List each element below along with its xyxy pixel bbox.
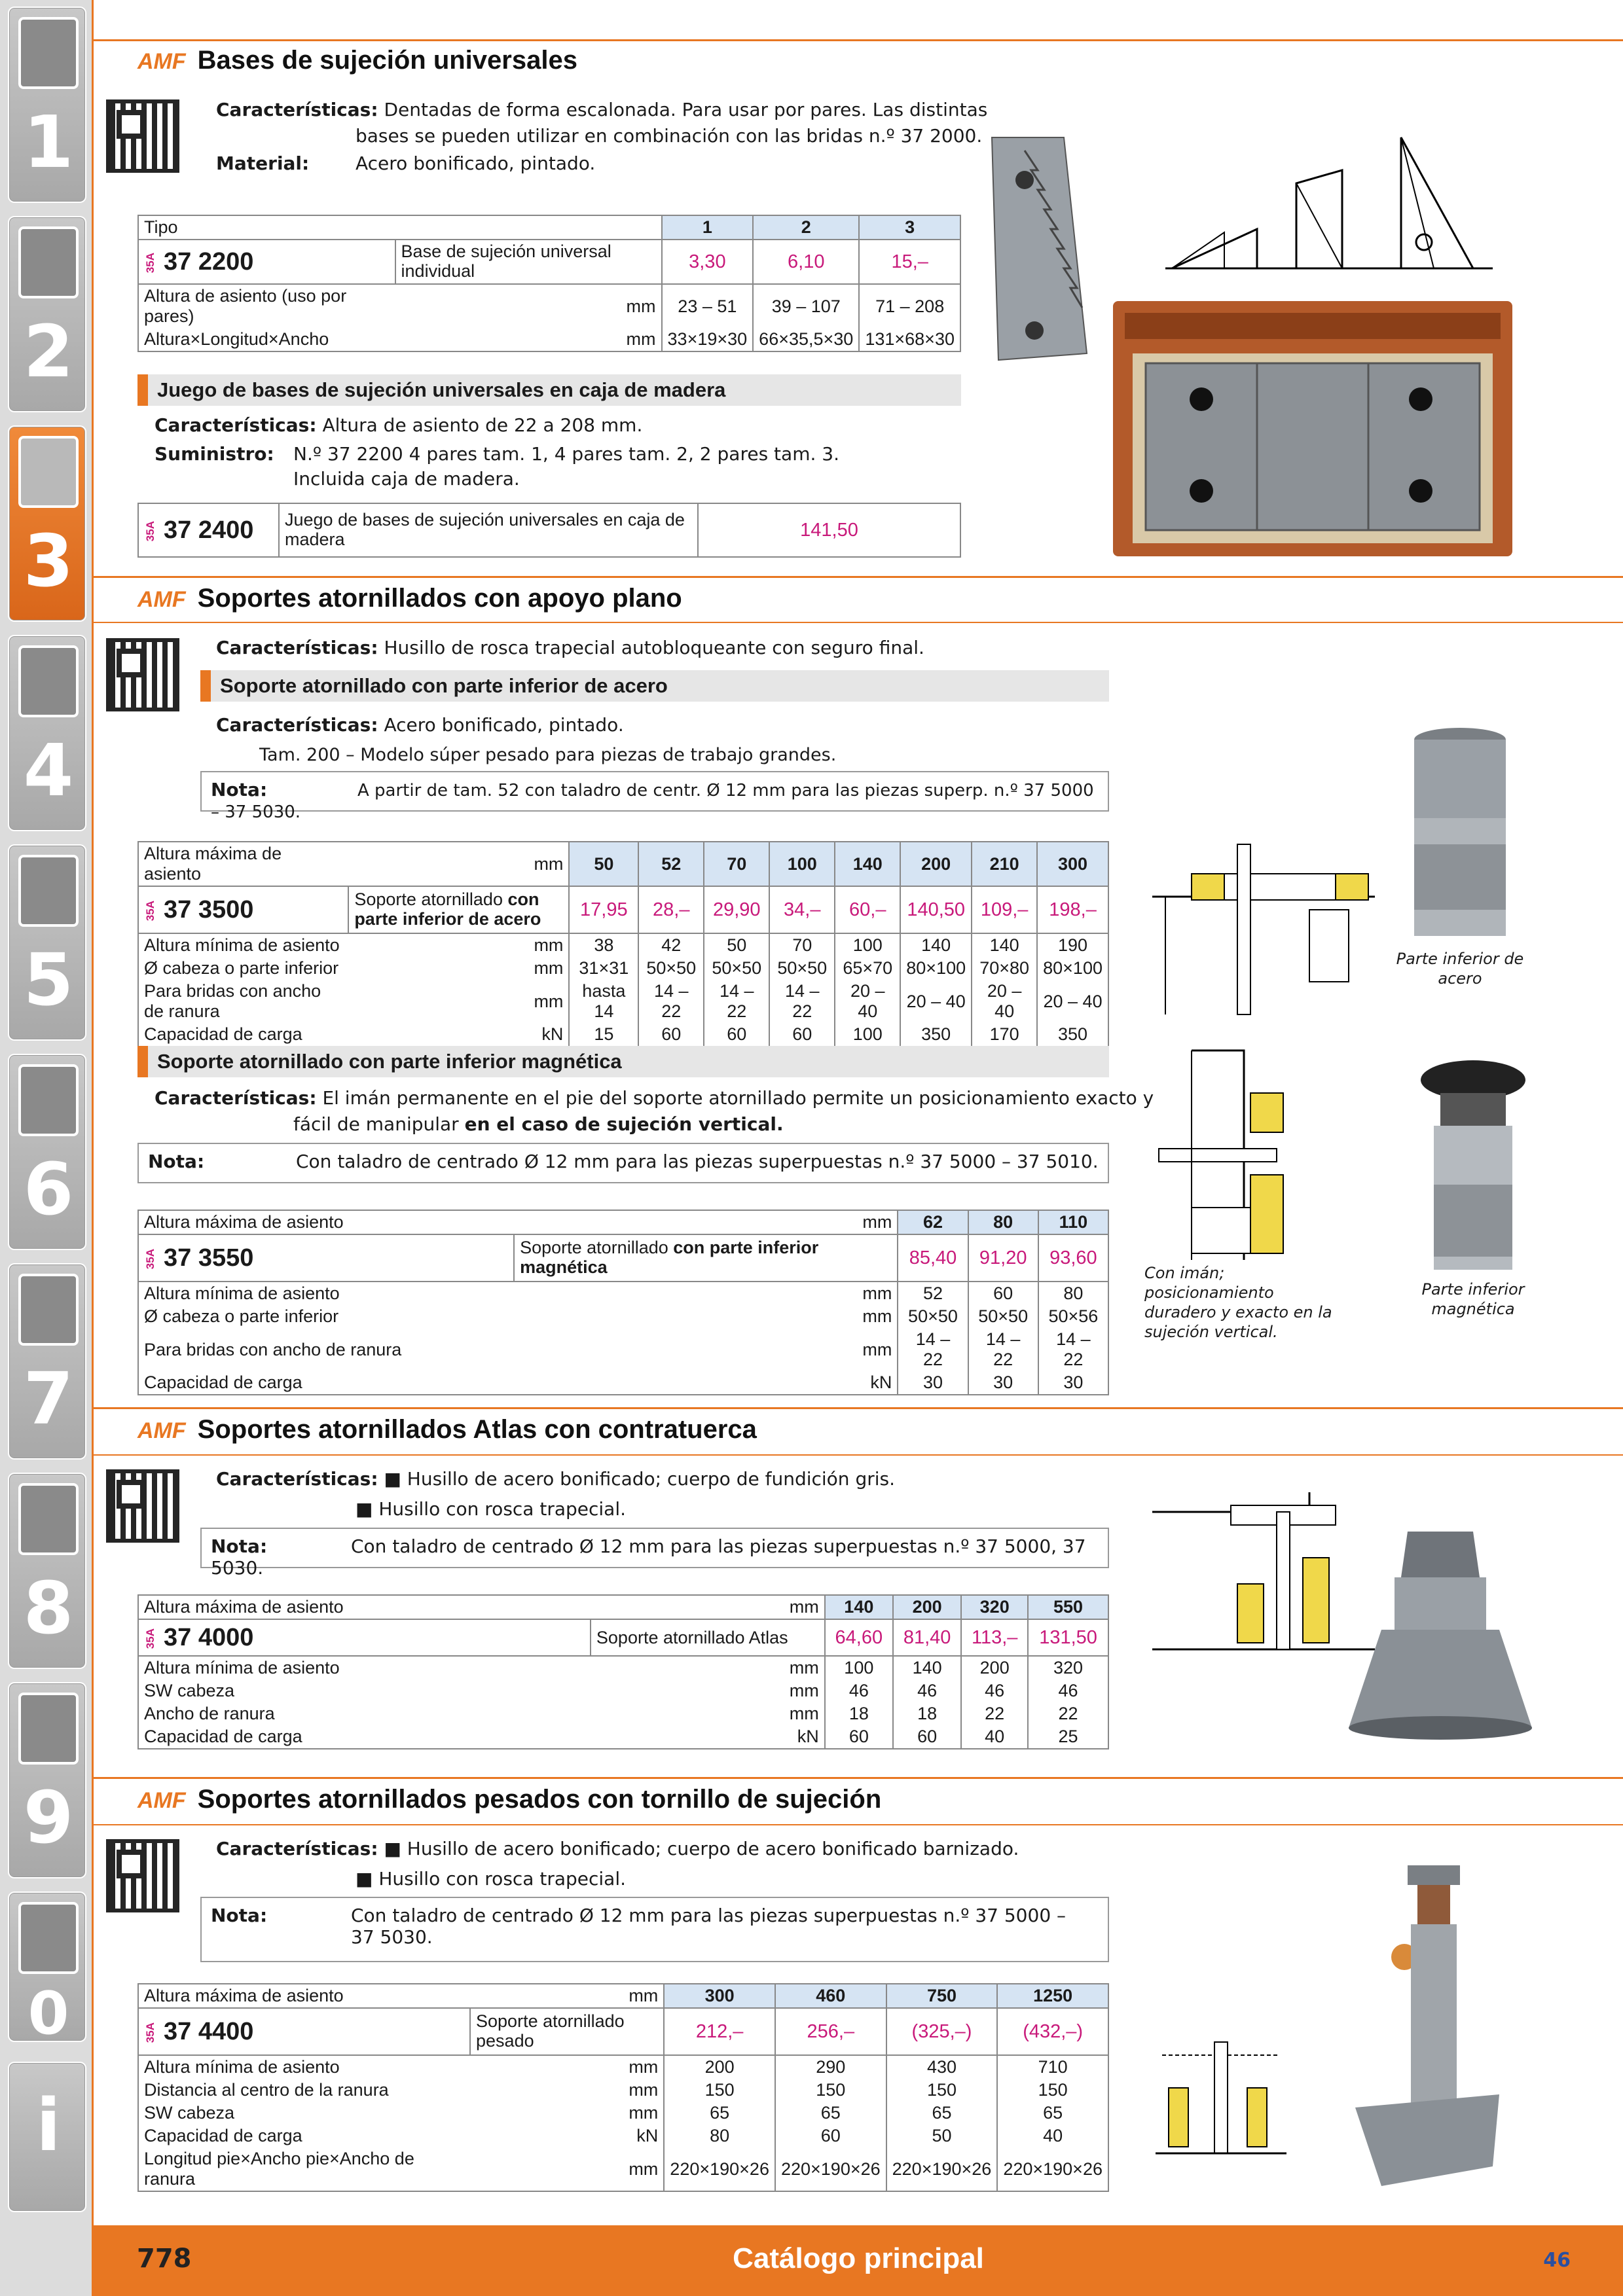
section-title: AMF Bases de sujeción universales xyxy=(137,46,577,75)
set-features-text: Características: Altura de asiento de 22 a 208 mm. xyxy=(155,414,643,436)
table-37-3550: Altura máxima de asiento mm 62 80 110 35A 37 3550 Soporte atornillado con parte inferior magnética 85,40 91,20 93,60 Altura mínima de asiento mm 52 60 80 Ø cabeza o parte inferior mm 50×50 50×50 50×56 Para bridas con ancho de ranura mm 14 – 22 14 – 22 14 – 22 Capacidad de carga kN 30 30 30 xyxy=(137,1210,1109,1395)
size-note: Tam. 200 – Modelo súper pesado para piezas de trabajo grandes. xyxy=(259,745,837,765)
chapter-tab-4[interactable]: 4 xyxy=(8,635,86,831)
features-text: Características: ■ Husillo de acero bonificado; cuerpo de fundición gris. xyxy=(216,1468,896,1490)
saw-blade-icon xyxy=(18,855,79,927)
image-caption: Parte inferior de acero xyxy=(1396,950,1524,988)
chapter-tab-0[interactable]: 0 xyxy=(8,1892,86,2042)
insert-tool-icon xyxy=(18,226,79,298)
section-title: AMF Soportes atornillados Atlas con contratuerca xyxy=(137,1415,757,1444)
drill-icon xyxy=(18,17,79,89)
section-title: AMF Soportes atornillados pesados con tornillo de sujeción xyxy=(137,1785,882,1814)
section-title: AMF Soportes atornillados con apoyo plano xyxy=(137,584,682,613)
steel-support-diagram xyxy=(1152,825,1375,1021)
chapter-sidebar xyxy=(0,0,94,2296)
chapter-tab-5[interactable]: 5 xyxy=(8,844,86,1041)
amf-logo: AMF xyxy=(137,1788,186,1813)
note-box: Nota: Con taladro de centrado Ø 12 mm para las piezas superpuestas n.º 37 5000 – 37 5010. xyxy=(137,1143,1109,1183)
chapter-tab-1[interactable]: 1 xyxy=(8,7,86,203)
table-37-3500: Altura máxima de asiento mm 50 52 70 100 140 200 210 300 35A 37 3500 Soporte atornillado con parte inferior de acero 17,95 28,– 29,90 34,– 60,– 140,50 109,– 198,– Altura mínima de asiento mm 38 42 50 70 100 140 140 190 Ø cabeza o parte inferior mm 31×31 50×50 50×50 50×50 65×70 80×100 70×80 80×100 Para bridas con ancho de ranura mm hasta 14 14 – 22 14 – 22 14 – 22 20 – 40 20 – 40 20 – 40 20 – 40 Capacidad de carga kN 15 60 60 60 100 350 170 350 xyxy=(137,841,1109,1047)
section-rule xyxy=(94,576,1623,578)
pliers-icon xyxy=(18,1274,79,1346)
features-text: Características: Dentadas de forma escalonada. Para usar por pares. Las distintas xyxy=(216,99,988,120)
heavy-support-diagram xyxy=(1156,2029,1286,2173)
chapter-tab-8[interactable]: 8 xyxy=(8,1473,86,1669)
image-caption: Parte inferior magnética xyxy=(1421,1280,1525,1318)
chuck-icon xyxy=(18,436,79,508)
magnetic-features-text: Características: El imán permanente en el pie del soporte atornillado permite un posicionamiento exacto y xyxy=(155,1087,1154,1109)
chapter-tab-3[interactable]: 3 xyxy=(8,425,86,622)
features-text-cont: bases se pueden utilizar en combinación con las bridas n.º 37 2000. xyxy=(356,125,983,147)
safety-glasses-icon xyxy=(18,1902,79,1974)
steel-support-image xyxy=(1401,726,1519,949)
table-37-4000: Altura máxima de asiento mm 140 200 320 550 35A 37 4000 Soporte atornillado Atlas 64,60 81,40 113,– 131,50 Altura mínima de asiento mm 100 140 200 320 SW cabeza mm 46 46 46 46 Ancho de ranura mm 18 18 22 22 Capacidad de carga kN 60 60 40 25 xyxy=(137,1594,1109,1749)
chapter-tab-2[interactable]: 2 xyxy=(8,216,86,412)
subsection-title: Soporte atornillado con parte inferior de acero xyxy=(200,670,1109,702)
section-rule xyxy=(94,1454,1623,1456)
page-footer xyxy=(94,2225,1623,2296)
section-rule xyxy=(94,1407,1623,1409)
amf-logo: AMF xyxy=(137,587,186,612)
supply-text: Suministro: N.º 37 2200 4 pares tam. 1, 4 pares tam. 2, 2 pares tam. 3. xyxy=(155,443,839,465)
table-37-2400: 35A 37 2400 Juego de bases de sujeción universales en caja de madera 141,50 xyxy=(137,503,961,558)
qr-code-icon[interactable] xyxy=(106,1839,179,1912)
steel-features-text: Características: Acero bonificado, pintado. xyxy=(216,714,624,736)
subsection-title: Juego de bases de sujeción universales en caja de madera xyxy=(137,374,961,406)
material-text: Material: Acero bonificado, pintado. xyxy=(216,152,596,174)
supply-text-cont: Incluida caja de madera. xyxy=(293,468,520,490)
note-box: Nota: Con taladro de centrado Ø 12 mm para las piezas superpuestas n.º 37 5000 – 37 5030. xyxy=(200,1897,1109,1962)
amf-logo: AMF xyxy=(137,49,186,74)
magnetic-features-cont: fácil de manipular en el caso de sujeción vertical. xyxy=(293,1113,784,1135)
qr-code-icon[interactable] xyxy=(106,1469,179,1543)
base-combination-diagram xyxy=(1165,131,1493,275)
magnetic-support-diagram xyxy=(1152,1044,1349,1266)
features-text: Características: Husillo de rosca trapecial autobloqueante con seguro final. xyxy=(216,637,924,658)
universal-base-image xyxy=(985,131,1090,367)
wrench-icon xyxy=(18,1064,79,1136)
toolbox-icon xyxy=(18,1483,79,1555)
features-bullet: ■ Husillo con rosca trapecial. xyxy=(356,1868,627,1890)
note-box: Nota: Con taladro de centrado Ø 12 mm para las piezas superpuestas n.º 37 5000, 37 5030. xyxy=(200,1528,1109,1568)
qr-code-icon[interactable] xyxy=(106,99,179,173)
wooden-case-set-image xyxy=(1113,301,1512,556)
features-bullet: ■ Husillo con rosca trapecial. xyxy=(356,1498,627,1520)
article-code: 35A 37 2200 xyxy=(138,240,395,284)
caliper-icon xyxy=(18,645,79,717)
qr-code-icon[interactable] xyxy=(106,638,179,711)
chapter-tab-7[interactable]: 7 xyxy=(8,1263,86,1460)
section-rule xyxy=(94,622,1623,623)
page-number: 778 xyxy=(137,2244,192,2274)
image-caption: Con imán; posicionamiento duradero y exacto en la sujeción vertical. xyxy=(1144,1264,1332,1341)
amf-logo: AMF xyxy=(137,1418,186,1443)
section-rule xyxy=(94,39,1623,41)
chapter-tab-info[interactable]: i xyxy=(8,2062,86,2212)
table-37-2200: Tipo 1 2 3 35A 37 2200 Base de sujeción universal individual 3,30 6,10 15,– Altura de asiento (uso por pares) mm 23 – 51 39 – 107 71 – 208 Altura×Longitud×Ancho mm 33×19×30 66×35,5×30 131×68×30 xyxy=(137,215,961,352)
section-rule xyxy=(94,1777,1623,1779)
section-rule xyxy=(94,1824,1623,1825)
chapter-tab-6[interactable]: 6 xyxy=(8,1054,86,1250)
subsection-title: Soporte atornillado con parte inferior magnética xyxy=(137,1046,1109,1077)
catalog-title: Catálogo principal xyxy=(733,2242,984,2274)
table-37-4400: Altura máxima de asiento mm 300 460 750 1250 35A 37 4400 Soporte atornillado pesado 212,– 256,– (325,–) (432,–) Altura mínima de asiento mm 200 290 430 710 Distancia al centro de la ranura mm 150 150 150 150 SW cabeza mm 65 65 65 65 Capacidad de carga kN 80 60 50 40 Longitud pie×Ancho pie×Ancho de ranura mm 220×190×26 220×190×26 220×190×26 220×190×26 xyxy=(137,1983,1109,2192)
chapter-tab-9[interactable]: 9 xyxy=(8,1682,86,1878)
note-box: Nota: A partir de tam. 52 con taladro de centr. Ø 12 mm para las piezas superp. n.º 37 5000 – 37 5030. xyxy=(200,771,1109,812)
features-text: Características: ■ Husillo de acero bonificado; cuerpo de acero bonificado barnizado. xyxy=(216,1838,1019,1859)
cabinet-icon xyxy=(18,1693,79,1765)
heavy-support-image xyxy=(1342,1859,1506,2199)
magnetic-support-image xyxy=(1414,1054,1532,1276)
atlas-support-image xyxy=(1336,1518,1545,1741)
page-ref: 46 xyxy=(1543,2249,1571,2272)
